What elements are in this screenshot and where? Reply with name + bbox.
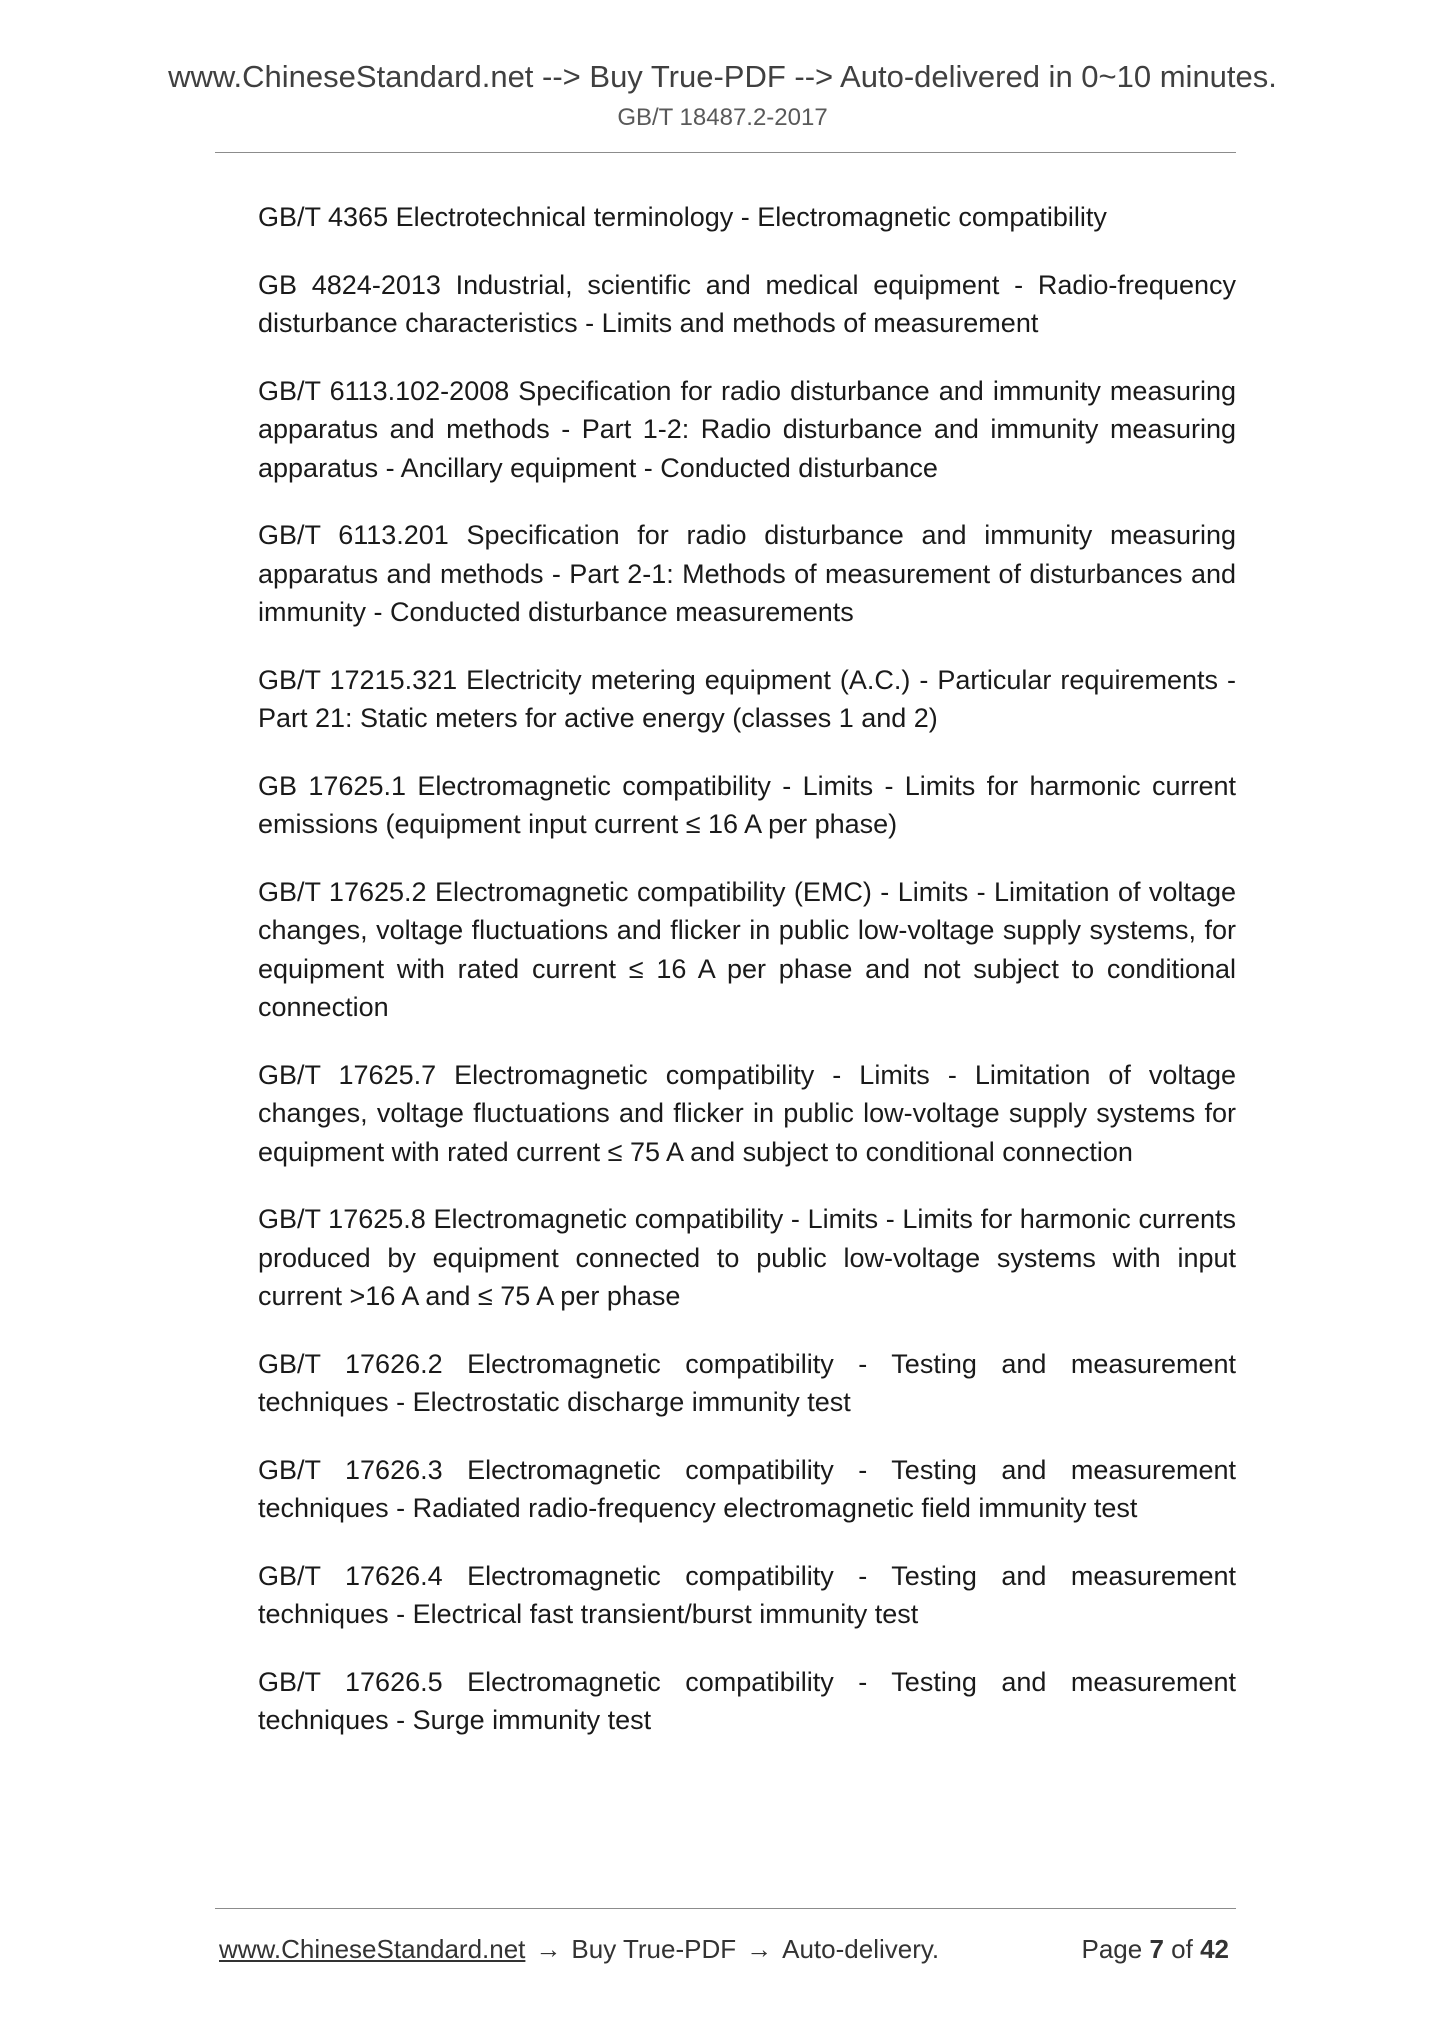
reference-item: GB/T 17215.321 Electricity metering equipment (A.C.) - Particular requirements - Part 21: Static meters for active energy (classes 1 and 2): [258, 664, 1236, 733]
site-link[interactable]: www.ChineseStandard.net: [219, 1934, 526, 1964]
reference-item: GB/T 17625.2 Electromagnetic compatibility (EMC) - Limits - Limitation of voltage changes, voltage fluctuations and flicker in public low-voltage supply systems, for equipment with rated current ≤ 16 A per phase and not subject to conditional connection: [258, 876, 1236, 1022]
page-footer: [219, 1934, 1229, 1965]
reference-item: GB/T 17625.8 Electromagnetic compatibility - Limits - Limits for harmonic currents produced by equipment connected to public low-voltage systems with input current >16 A and ≤ 75 A per phase: [258, 1204, 1236, 1311]
reference-item: GB 4824-2013 Industrial, scientific and medical equipment - Radio-frequency disturbance characteristics - Limits and methods of measurement: [258, 269, 1236, 338]
footer-divider: [215, 1908, 1236, 1909]
reference-item: GB 17625.1 Electromagnetic compatibility - Limits - Limits for harmonic current emissions (equipment input current ≤ 16 A per phase): [258, 770, 1236, 839]
reference-item: GB/T 17626.2 Electromagnetic compatibility - Testing and measurement techniques - Electrostatic discharge immunity test: [258, 1348, 1236, 1417]
reference-item: GB/T 6113.201 Specification for radio disturbance and immunity measuring apparatus and methods - Part 2-1: Methods of measurement of disturbances and immunity - Conducted disturbance measurements: [258, 520, 1236, 627]
page-indicator: [1081, 1934, 1229, 1965]
header-divider: [215, 152, 1236, 153]
reference-item: GB/T 17626.4 Electromagnetic compatibility - Testing and measurement techniques - Electrical fast transient/burst immunity test: [258, 1560, 1236, 1629]
reference-item: GB/T 17626.5 Electromagnetic compatibility - Testing and measurement techniques - Surge immunity test: [258, 1666, 1236, 1735]
standard-code: GB/T 18487.2-2017: [617, 104, 828, 131]
page-total: 42: [1200, 1934, 1229, 1964]
header-banner: www.ChineseStandard.net --> Buy True-PDF --> Auto-delivered in 0~10 minutes.: [168, 59, 1277, 94]
arrow-right-icon: →: [746, 1934, 773, 1964]
reference-item: GB/T 17625.7 Electromagnetic compatibility - Limits - Limitation of voltage changes, voltage fluctuations and flicker in public low-voltage supply systems for equipment with rated current ≤ 75 A and subject to conditional connection: [258, 1059, 1236, 1167]
references-list: [258, 198, 1236, 1769]
auto-delivery-text: Auto-delivery.: [782, 1934, 940, 1964]
page-prefix: Page: [1081, 1934, 1143, 1964]
reference-item: GB/T 4365 Electrotechnical terminology - Electromagnetic compatibility: [258, 202, 1107, 232]
reference-item: GB/T 6113.102-2008 Specification for radio disturbance and immunity measuring apparatus and methods - Part 1-2: Radio disturbance and immunity measuring apparatus - Ancillary equipment - Conducted disturbance: [258, 375, 1236, 483]
page-of: of: [1171, 1934, 1193, 1964]
page-current: 7: [1149, 1934, 1164, 1964]
reference-item: GB/T 17626.3 Electromagnetic compatibility - Testing and measurement techniques - Radiated radio-frequency electromagnetic field immunity test: [258, 1454, 1236, 1523]
arrow-right-icon: →: [535, 1934, 562, 1964]
footer-links: [219, 1934, 939, 1965]
buy-pdf-text: Buy True-PDF: [571, 1934, 737, 1964]
